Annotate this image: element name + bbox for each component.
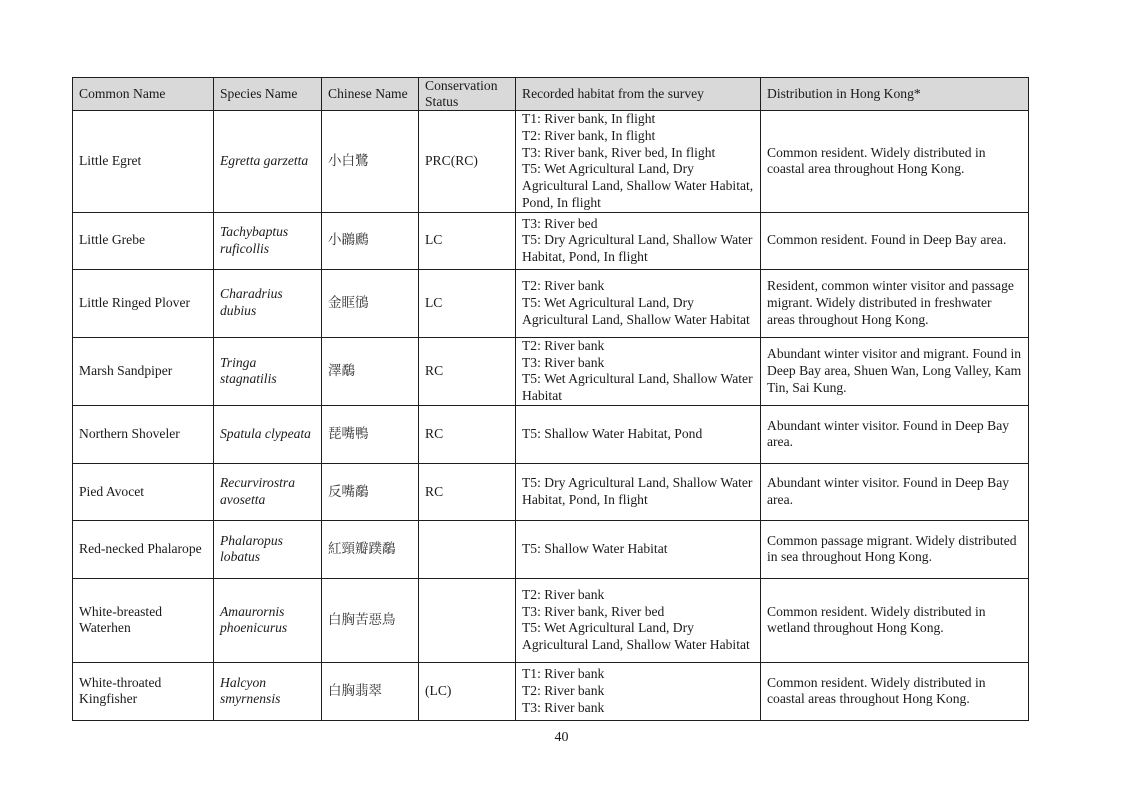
distribution-cell: Common resident. Widely distributed in coastal area throughout Hong Kong. bbox=[761, 111, 1029, 213]
habitat-line: T2: River bank bbox=[522, 337, 605, 353]
habitat-line: T3: River bank bbox=[522, 354, 605, 370]
distribution-cell: Abundant winter visitor and migrant. Found in Deep Bay area, Shuen Wan, Long Valley, Kam Tin, Sai Kung. bbox=[761, 337, 1029, 405]
habitat-line: T5: Dry Agricultural Land, Shallow Water Habitat, Pond, In flight bbox=[522, 475, 753, 507]
chinese-name-cell: 反嘴鷸 bbox=[322, 463, 419, 520]
distribution-cell: Abundant winter visitor. Found in Deep Bay area. bbox=[761, 463, 1029, 520]
species-name-cell: Spatula clypeata bbox=[214, 405, 322, 463]
chinese-name-cell: 紅頸瓣蹼鷸 bbox=[322, 520, 419, 578]
table-row bbox=[73, 269, 1029, 337]
habitat-line: T3: River bed bbox=[522, 215, 598, 231]
conservation-status-cell: PRC(RC) bbox=[419, 111, 516, 213]
chinese-name-cell: 琵嘴鴨 bbox=[322, 405, 419, 463]
species-name-cell: Tachybaptus ruficollis bbox=[214, 212, 322, 269]
conservation-status-cell: LC bbox=[419, 269, 516, 337]
conservation-status-cell: RC bbox=[419, 405, 516, 463]
habitat-line: T1: River bank bbox=[522, 666, 605, 682]
distribution-cell: Resident, common winter visitor and passage migrant. Widely distributed in freshwater areas throughout Hong Kong. bbox=[761, 269, 1029, 337]
habitat-cell bbox=[516, 463, 761, 520]
header-habitat: Recorded habitat from the survey bbox=[516, 78, 761, 111]
header-species-name: Species Name bbox=[214, 78, 322, 111]
habitat-line: T5: Wet Agricultural Land, Dry Agricultural Land, Shallow Water Habitat bbox=[522, 620, 750, 653]
distribution-cell: Abundant winter visitor. Found in Deep Bay area. bbox=[761, 405, 1029, 463]
species-name-cell: Tringa stagnatilis bbox=[214, 337, 322, 405]
species-name-cell: Phalaropus lobatus bbox=[214, 520, 322, 578]
habitat-line: T5: Wet Agricultural Land, Dry Agricultural Land, Shallow Water Habitat, Pond, In flight bbox=[522, 161, 754, 210]
conservation-status-cell: LC bbox=[419, 212, 516, 269]
habitat-line: T2: River bank bbox=[522, 586, 605, 602]
distribution-cell: Common resident. Widely distributed in wetland throughout Hong Kong. bbox=[761, 578, 1029, 662]
table-row bbox=[73, 111, 1029, 213]
chinese-name-cell: 金眶鴴 bbox=[322, 269, 419, 337]
conservation-status-cell: RC bbox=[419, 337, 516, 405]
common-name-cell: White-throated Kingfisher bbox=[73, 662, 214, 720]
species-name-cell: Recurvirostra avosetta bbox=[214, 463, 322, 520]
table-row bbox=[73, 405, 1029, 463]
habitat-cell bbox=[516, 405, 761, 463]
table-row bbox=[73, 662, 1029, 720]
species-name-cell: Halcyon smyrnensis bbox=[214, 662, 322, 720]
habitat-line: T2: River bank bbox=[522, 683, 605, 699]
habitat-line: T3: River bank, River bed, In flight bbox=[522, 144, 716, 160]
chinese-name-cell: 小鸊鷉 bbox=[322, 212, 419, 269]
habitat-cell bbox=[516, 520, 761, 578]
chinese-name-cell: 澤鷸 bbox=[322, 337, 419, 405]
chinese-name-cell: 白胸苦惡鳥 bbox=[322, 578, 419, 662]
habitat-line: T3: River bank, River bed bbox=[522, 603, 665, 619]
habitat-line: T5: Wet Agricultural Land, Shallow Water Habitat bbox=[522, 371, 753, 404]
conservation-status-cell: (LC) bbox=[419, 662, 516, 720]
table-row bbox=[73, 578, 1029, 662]
page-number: 40 bbox=[554, 730, 569, 745]
habitat-cell bbox=[516, 662, 761, 720]
species-name-cell: Egretta garzetta bbox=[214, 111, 322, 213]
common-name-cell: Red-necked Phalarope bbox=[73, 520, 214, 578]
common-name-cell: Marsh Sandpiper bbox=[73, 337, 214, 405]
common-name-cell: White-breasted Waterhen bbox=[73, 578, 214, 662]
header-conservation-status: Conservation Status bbox=[419, 78, 516, 111]
habitat-line: T2: River bank bbox=[522, 278, 605, 294]
header-distribution: Distribution in Hong Kong* bbox=[761, 78, 1029, 111]
conservation-status-cell bbox=[419, 578, 516, 662]
habitat-line: T5: Shallow Water Habitat, Pond bbox=[522, 426, 703, 442]
habitat-line: T2: River bank, In flight bbox=[522, 127, 656, 143]
common-name-cell: Little Grebe bbox=[73, 212, 214, 269]
habitat-cell bbox=[516, 337, 761, 405]
species-table bbox=[72, 77, 1029, 721]
conservation-status-cell: RC bbox=[419, 463, 516, 520]
habitat-cell bbox=[516, 212, 761, 269]
table-body bbox=[73, 111, 1029, 721]
chinese-name-cell: 白胸翡翠 bbox=[322, 662, 419, 720]
common-name-cell: Northern Shoveler bbox=[73, 405, 214, 463]
header-common-name: Common Name bbox=[73, 78, 214, 111]
distribution-cell: Common resident. Found in Deep Bay area. bbox=[761, 212, 1029, 269]
habitat-cell bbox=[516, 578, 761, 662]
chinese-name-cell: 小白鷺 bbox=[322, 111, 419, 213]
common-name-cell: Pied Avocet bbox=[73, 463, 214, 520]
distribution-cell: Common passage migrant. Widely distributed in sea throughout Hong Kong. bbox=[761, 520, 1029, 578]
table-row bbox=[73, 520, 1029, 578]
habitat-cell bbox=[516, 111, 761, 213]
common-name-cell: Little Egret bbox=[73, 111, 214, 213]
habitat-line: T5: Shallow Water Habitat bbox=[522, 541, 668, 557]
table-row bbox=[73, 212, 1029, 269]
species-name-cell: Charadrius dubius bbox=[214, 269, 322, 337]
table-row bbox=[73, 463, 1029, 520]
habitat-line: T5: Dry Agricultural Land, Shallow Water Habitat, Pond, In flight bbox=[522, 232, 753, 265]
habitat-line: T5: Wet Agricultural Land, Dry Agricultural Land, Shallow Water Habitat bbox=[522, 294, 750, 327]
habitat-line: T1: River bank, In flight bbox=[522, 111, 656, 126]
header-chinese-name: Chinese Name bbox=[322, 78, 419, 111]
habitat-line: T3: River bank bbox=[522, 699, 605, 715]
table-header-row bbox=[73, 78, 1029, 111]
common-name-cell: Little Ringed Plover bbox=[73, 269, 214, 337]
conservation-status-cell bbox=[419, 520, 516, 578]
distribution-cell: Common resident. Widely distributed in coastal areas throughout Hong Kong. bbox=[761, 662, 1029, 720]
habitat-cell bbox=[516, 269, 761, 337]
species-name-cell: Amaurornis phoenicurus bbox=[214, 578, 322, 662]
table-row bbox=[73, 337, 1029, 405]
